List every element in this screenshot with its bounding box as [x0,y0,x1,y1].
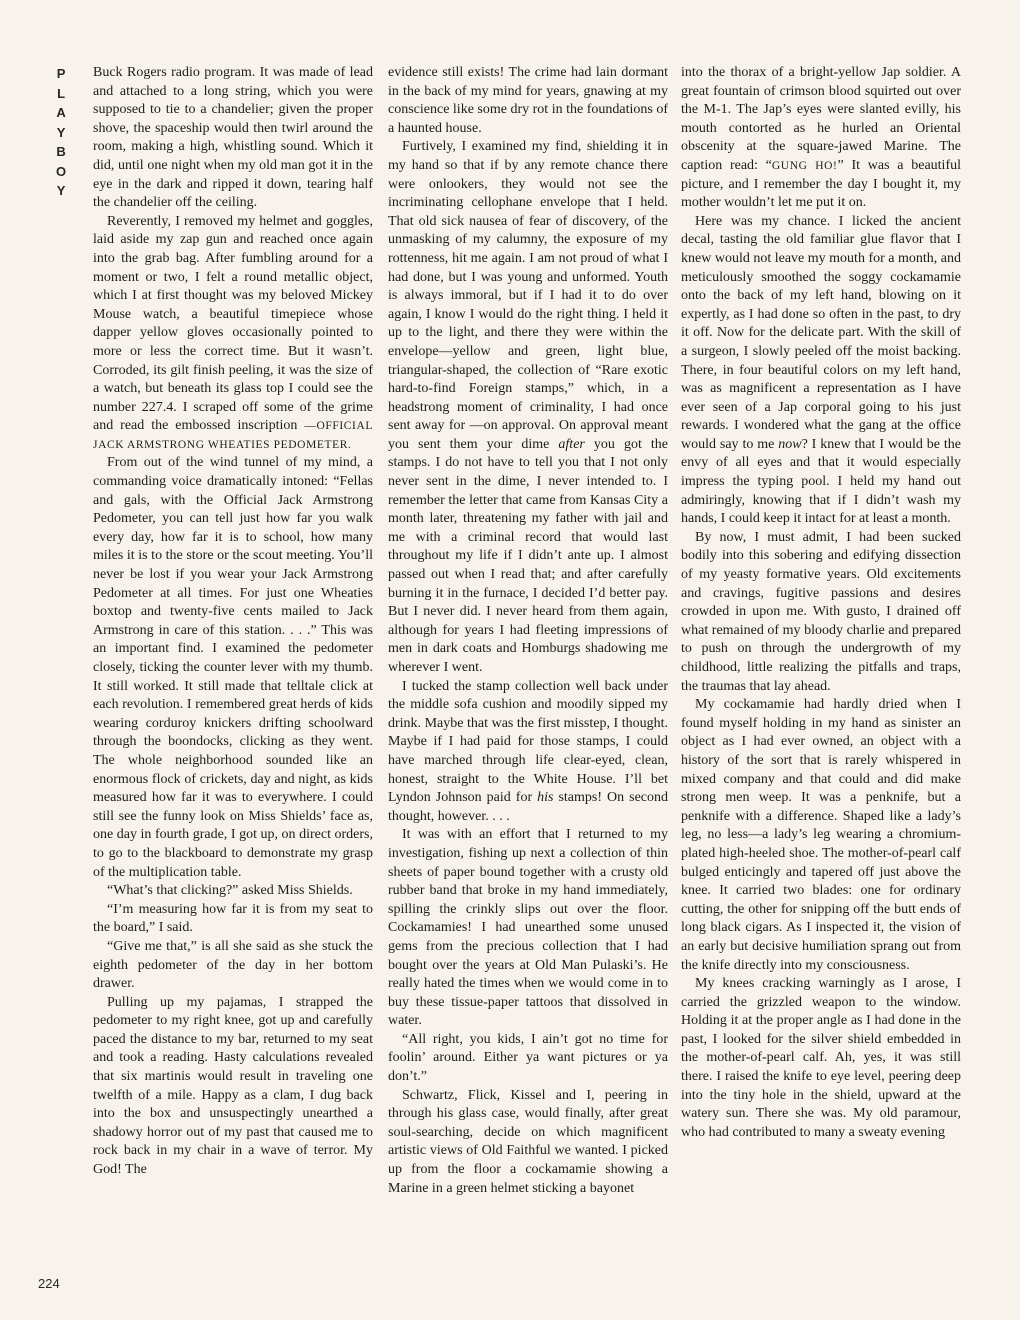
text-run: “Give me that,” is all she said as she stuck the eighth pedometer of the day in her bottom drawer. [93,938,373,992]
text-column-2 [388,64,668,1284]
masthead-letter: L [57,85,66,101]
paragraph [681,975,961,1142]
paragraph [93,994,373,1180]
text-run: stamps! On second thought, however. . . . [388,790,668,824]
text-column-1 [93,64,373,1284]
text-run: From out of the wind tunnel of my mind, a commanding voice dramatically intoned: “Fellas and gals, with the Official Jack Armstrong Pedometer, you can tell just how far you walk every day, how far it is to school, how many miles it is to the store or the scout meeting. You’ll never be lost if you wear your Jack Armstrong Pedometer at all times. For just one Wheaties boxtop and twenty-five cents mailed to Jack Armstrong in care of this station. . . .” This was an important find. I examined the pedometer closely, ticking the counter lever with my thumb. It still worked. It still made that telltale click at each revolution. I remembered great herds of kids wearing corduroy knickers drifting schoolward through the boondocks, clicking as they went. The whole neighborhood sounded like an enormous flock of crickets, day and night, as kids measured how far it was to everywhere. I could still see the funny look on Miss Shields’ face as, one day in fourth grade, I got up, on direct orders, to go to the blackboard to demonstrate my grasp of the multiplication table. [93,455,373,880]
paragraph [93,938,373,994]
paragraph [93,213,373,455]
paragraph [388,826,668,1031]
paragraph [388,678,668,827]
paragraph [93,64,373,213]
paragraph [388,1031,668,1087]
italic-text: now [778,436,802,452]
paragraph [681,696,961,975]
paragraph [93,882,373,901]
paragraph [93,454,373,882]
paragraph [388,64,668,138]
masthead-letter: Y [56,124,66,140]
masthead-letter: A [56,105,66,120]
magazine-masthead [56,64,66,201]
italic-text: his [537,790,554,806]
text-run: “I’m measuring how far it is from my seat to the board,” I said. [93,901,373,936]
text-run: ? I knew that I would be the envy of all eyes and that it would especially impress the typing pool. I held my hand out admiringly, knowing that if I didn’t wash my hands, I could keep it intact for at least a month. [681,436,961,527]
paragraph [681,529,961,696]
text-run: you got the stamps. I do not have to tell you that I not only never sent in the dime, I never intended to. I remember the letter that came from Kansas City a month later, threatening my father with jail and me with a criminal record that would last throughout my life if I didn’t ante up. I almost passed out when I read that; and after carefully burning it in the furnace, I decided I’d better pay. But I never did. I never heard from them again, although for years I had fleeting impressions of men in dark coats and Homburgs shadowing me wherever I went. [388,436,668,675]
masthead-letter: Y [56,183,66,198]
masthead-letter: B [56,144,66,159]
small-caps-text: —OFFICIAL JACK ARMSTRONG WHEATIES PEDOMETER. [93,420,373,451]
text-column-3 [681,64,961,1284]
small-caps-text: GUNG HO! [771,159,838,172]
text-run: Schwartz, Flick, Kissel and I, peering in through his glass case, would finally, after great soul-searching, decide on which magnificent artistic views of Old Faithful we wanted. I picked up from the floor a cockamamie showing a Marine in a green helmet sticking a bayonet [388,1087,668,1196]
text-run: Reverently, I removed my helmet and goggles, laid aside my zap gun and reached once again into the grab bag. After fumbling around for a moment or two, I felt a round metallic object, which I at first thought was my beloved Mickey Mouse watch, a beautiful timepiece whose dapper yellow gloves occasionally pointed to more or less the correct time. But it wasn’t. Corroded, its gilt finish peeling, it was the size of a watch, but beneath its glass top I could see the number 227.4. I scraped off some of the grime and read the embossed inscription [93,213,373,434]
text-run: evidence still exists! The crime had lain dormant in the back of my mind for years, gnawing at my conscience like some dry rot in the foundations of a haunted house. [388,65,668,136]
paragraph [681,64,961,213]
text-run: My cockamamie had hardly dried when I found myself holding in my hand as sinister an object as I had ever owned, an object with a history of the sort that is rarely whispered in mixed company and that could and did make strong men weep. It was a penknife, but a penknife with a difference. Shaped like a lady’s leg, no less—a lady’s leg wearing a chromium-plated high-heeled shoe. The mother-of-pearl calf bulged enticingly and tapered off just above the knee. It carried two blades: one for ordinary cutting, the other for snipping off the butt ends of long black cigars. As I inspected it, the vision of an early but decisive humiliation sprang out from the knife directly into my consciousness. [681,697,961,973]
text-run: “All right, you kids, I ain’t got no time for foolin’ around. Either ya want pictures or ya don’t.” [388,1031,668,1085]
page-number: 224 [38,1276,60,1291]
text-run: Pulling up my pajamas, I strapped the pedometer to my right knee, got up and carefully paced the distance to my bar, returned to my seat and took a reading. Hasty calculations revealed that six martinis would result in traveling one twelfth of a mile. Happy as a clam, I dug back into the box and unsuspectingly unearthed a shadowy horror out of my past that caused me to rock back in my chair in a wave of terror. My God! The [93,994,373,1178]
text-run: Furtively, I examined my find, shielding it in my hand so that if by any remote chance there were onlookers, they would not see the incriminating cellophane envelope that I held. That old sick nausea of fear of discovery, of the unmasking of my calumny, the exposure of my rottenness, hit me again. I am not proud of what I had done, but I was young and unformed. Youth is always immoral, but if I had it to do over again, I know I would do the right thing. I held it up to the light, and there they were within the envelope—yellow and green, light blue, triangular-shaped, the collection of “Rare exotic hard-to-find Foreign stamps,” which, in a headstrong moment of criminality, I had once sent away for —on approval. On approval meant you sent them your dime [388,139,668,452]
text-run: Here was my chance. I licked the ancient decal, tasting the old familiar glue flavor that I knew would not leave my mouth for a month, and meticulously smoothed the soggy cockamamie onto the back of my left hand, blowing on it expertly, as I had done so often in the past, to dry it off. Now for the delicate part. With the skill of a surgeon, I slowly peeled off the moist backing. There, in four beautiful colors on my left hand, was as magnificent a representation as I have ever seen of a Jap corporal going to his just rewards. I wondered what the gang at the office would say to me [681,213,961,452]
paragraph [681,213,961,529]
masthead-letter: P [56,66,66,81]
paragraph [388,1087,668,1199]
text-run: My knees cracking warningly as I arose, I carried the grizzled weapon to the window. Holding it at the proper angle as I had done in the past, I looked for the silver shield embedded in the mother-of-pearl calf. Ah, yes, it was still there. I raised the knife to eye level, peering deep into the tiny hole in the shield, upward at the watery sun. There she was. My old paramour, who had contributed to many a sweaty evening [681,976,961,1140]
text-run: ” It was a beautiful picture, and I remember the day I bought it, my mother wouldn’t let me put it on. [681,157,961,211]
text-run: It was with an effort that I returned to my investigation, fishing up next a collection of thin sheets of paper bound together with a crusty old rubber band that broke in my hand immediately, spilling the crinkly slips out over the floor. Cockamamies! I had unearthed some unused gems from the precious collection that I had bought over the years at Old Man Pulaski’s. He really hated the times when we would come in to buy these tissue-paper tattoos that dissolved in water. [388,827,668,1029]
text-run: into the thorax of a bright-yellow Jap soldier. A great fountain of crimson blood squirted out over the M-1. The Jap’s eyes were slanted evilly, his mouth contorted as he hurled an Oriental obscenity at the square-jawed Marine. The caption read: “ [681,65,961,173]
paragraph [93,901,373,938]
text-run: “What’s that clicking?” asked Miss Shields. [107,883,353,899]
masthead-letter: O [56,163,67,179]
text-run: I tucked the stamp collection well back under the middle sofa cushion and moodily sipped my drink. Maybe that was the first misstep, I thought. Maybe if I had paid for those stamps, I could have marched through life clear-eyed, clean, honest, straight to the White House. I’ll bet Lyndon Johnson paid for [388,678,668,806]
paragraph [388,138,668,677]
text-run: By now, I must admit, I had been sucked bodily into this sobering and edifying dissection of my yeasty formative years. Old excitements and cravings, fugitive passions and desires crowded in upon me. With gusto, I drained off what remained of my bloody charlie and prepared to push on through the undergrowth of my childhood, little realizing the pitfalls and traps, the traumas that lay ahead. [681,529,961,694]
italic-text: after [558,436,585,452]
text-run: Buck Rogers radio program. It was made of lead and attached to a long string, which you were supposed to tie to a chandelier; given the proper shove, the spaceship would then twirl around the room, making a high, whistling sound. Which it did, until one night when my old man got it in the eye in the dark and ripped it down, tearing half the chandelier off the ceiling. [93,65,373,211]
